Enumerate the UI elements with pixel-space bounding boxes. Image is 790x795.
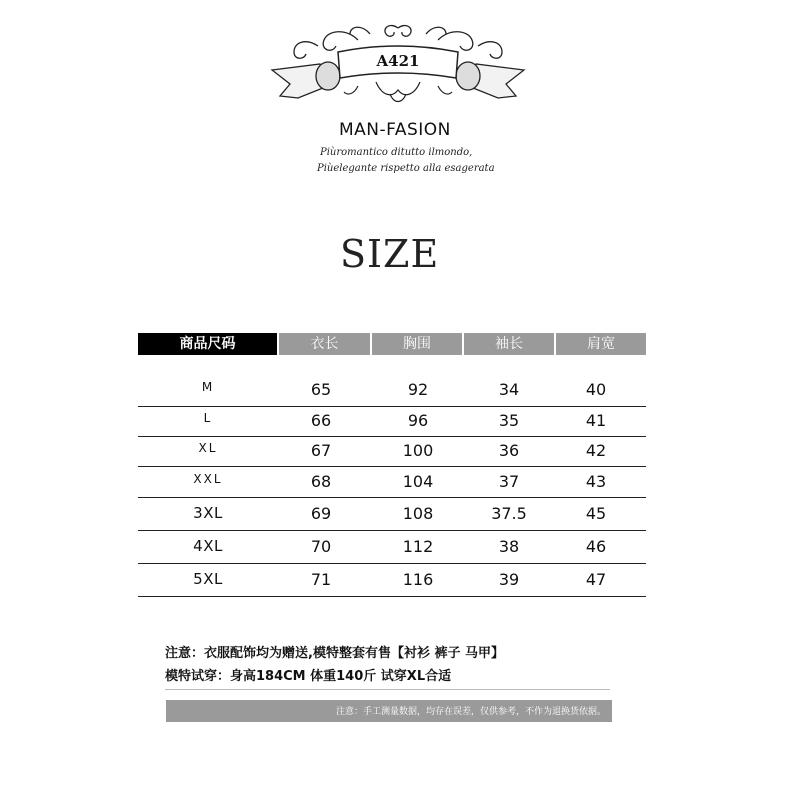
table-row [138, 436, 646, 467]
cell-length: 65 [310, 379, 332, 399]
tagline-1: Piùromantico ditutto ilmondo, [320, 147, 473, 158]
cell-chest: 104 [402, 471, 434, 491]
note-model-fit: 模特试穿：身高184CM 体重140斤 试穿XL合适 [165, 669, 452, 684]
cell-length: 71 [310, 569, 332, 589]
brand-logo [258, 20, 538, 120]
cell-length: 70 [310, 536, 332, 556]
table-row [138, 497, 646, 531]
cell-size: M [201, 379, 215, 394]
header-shoulder: 肩宽 [556, 333, 646, 355]
cell-size: 4XL [193, 536, 223, 555]
disclaimer-text: 注意：手工测量数据，均存在误差，仅供参考，不作为退换货依据。 [335, 707, 606, 717]
disclaimer-bar [166, 700, 612, 722]
tagline-2: Piùelegante rispetto alla esagerata [317, 163, 495, 174]
cell-size: 5XL [193, 569, 223, 588]
page-title: SIZE [340, 232, 440, 276]
cell-shoulder: 45 [585, 503, 607, 523]
cell-size: XL [198, 441, 218, 455]
note-accessories: 注意：衣服配饰均为赠送,模特整套有售【衬衫 裤子 马甲】 [165, 646, 504, 661]
header-sleeve: 袖长 [464, 333, 554, 355]
cell-shoulder: 41 [585, 411, 607, 430]
cell-sleeve: 36 [498, 441, 520, 460]
cell-size: L [203, 411, 213, 425]
header-size: 商品尺码 [138, 333, 277, 355]
cell-chest: 116 [402, 569, 434, 589]
cell-size: XXL [193, 471, 223, 486]
cell-shoulder: 47 [585, 569, 607, 589]
cell-length: 69 [310, 503, 332, 523]
cell-chest: 112 [402, 536, 434, 556]
cell-length: 67 [310, 441, 332, 460]
cell-chest: 108 [402, 503, 434, 523]
cell-sleeve: 38 [498, 536, 520, 556]
cell-chest: 96 [407, 411, 429, 430]
cell-shoulder: 40 [585, 379, 607, 399]
table-row [138, 466, 646, 498]
cell-chest: 92 [407, 379, 429, 399]
cell-sleeve: 37 [498, 471, 520, 491]
header-length: 衣长 [279, 333, 370, 355]
cell-sleeve: 34 [498, 379, 520, 399]
cell-length: 66 [310, 411, 332, 430]
cell-sleeve: 35 [498, 411, 520, 430]
brand-name: MAN-FASION [339, 120, 451, 140]
cell-length: 68 [310, 471, 332, 491]
table-row [138, 563, 646, 597]
cell-sleeve: 39 [498, 569, 520, 589]
cell-shoulder: 42 [585, 441, 607, 460]
cell-size: 3XL [193, 503, 223, 522]
header-chest: 胸围 [372, 333, 462, 355]
cell-sleeve: 37.5 [491, 503, 527, 523]
table-row [138, 530, 646, 564]
table-row [138, 373, 646, 407]
cell-shoulder: 46 [585, 536, 607, 556]
divider [165, 689, 610, 690]
cell-shoulder: 43 [585, 471, 607, 491]
table-row [138, 406, 646, 437]
cell-chest: 100 [402, 441, 434, 460]
logo-badge-text: A421 [376, 52, 420, 70]
